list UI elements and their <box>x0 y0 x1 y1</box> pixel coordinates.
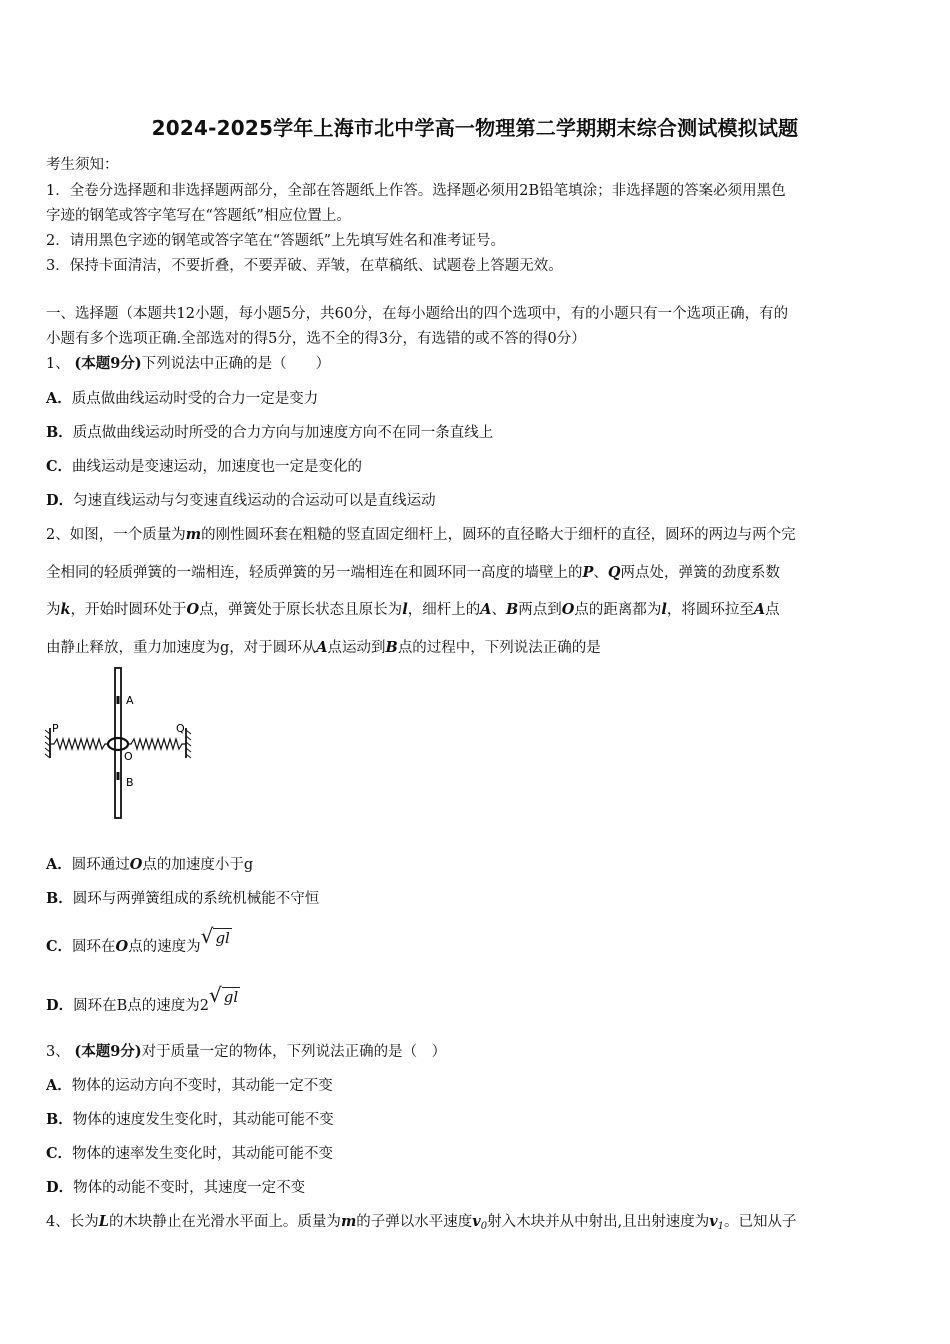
option-text: 质点做曲线运动时受的合力一定是变力 <box>71 391 319 407</box>
notice-item: 3．保持卡面清洁，不要折叠，不要弄破、弄皱，在草稿纸、试题卷上答题无效。 <box>46 258 563 274</box>
option-label: D． <box>46 492 74 509</box>
page-title: 2024-2025学年上海市北中学高一物理第二学期期末综合测试模拟试题 <box>151 116 799 140</box>
left-spring <box>50 739 108 749</box>
label-p: P <box>52 722 59 735</box>
option-label: D． <box>46 997 74 1014</box>
q1-option-d <box>46 489 436 510</box>
q2-text: ，将圆环拉至 <box>666 602 754 618</box>
q2-option-c <box>46 924 232 956</box>
q2-var: Q <box>607 564 621 581</box>
radicand: gl <box>215 929 230 947</box>
q2-var: O <box>186 601 200 618</box>
question-3-stem <box>46 1040 446 1061</box>
right-spring <box>128 739 186 749</box>
option-var: O <box>129 856 143 873</box>
question-4-line <box>46 1210 797 1232</box>
q2-var: A <box>480 601 492 618</box>
q2-text: 两点处，弹簧的劲度系数 <box>620 565 781 581</box>
sqrt-gl <box>209 983 240 1007</box>
q2-var: A <box>753 601 766 618</box>
option-text: 圆环与两弹簧组成的系统机械能不守恒 <box>72 891 320 907</box>
q2-var: l <box>661 601 667 618</box>
q4-var: v <box>709 1213 718 1230</box>
section-intro: 小题有多个选项正确.全部选对的得5分，选不全的得3分，有选错的或不答的得0分） <box>46 331 586 347</box>
option-text: 物体的速率发生变化时，其动能可能不变 <box>72 1146 334 1162</box>
q2-var: k <box>60 601 71 618</box>
q2-var: m <box>185 526 202 543</box>
q2-text: 由静止释放，重力加速度为g，对于圆环从 <box>46 640 317 656</box>
option-label: B． <box>46 1111 73 1128</box>
option-text: 圆环在 <box>72 939 116 955</box>
q2-text: 点，弹簧处于原长状态且原长为 <box>199 602 403 618</box>
q2-text: 全相同的轻质弹簧的一端相连，轻质弹簧的另一端相连在和圆环同一高度的墙壁上的 <box>46 565 583 581</box>
q4-var: v <box>472 1213 481 1230</box>
option-label: A． <box>46 1077 72 1094</box>
q2-option-a <box>46 853 253 874</box>
point-a-marker <box>117 696 120 704</box>
ring <box>108 738 128 750</box>
option-text: 点的加速度小于g <box>142 857 254 873</box>
option-label: D． <box>46 1179 74 1196</box>
notice-item: 1．全卷分选择题和非选择题两部分，全部在答题纸上作答。选择题必须用2B铅笔填涂；非选择题的答案必须用黑色 <box>46 183 786 199</box>
option-text: 匀速直线运动与匀变速直线运动的合运动可以是直线运动 <box>73 493 436 509</box>
question-number: 3、 <box>46 1044 70 1060</box>
q2-var: A <box>316 639 328 656</box>
option-text: 曲线运动是变速运动，加速度也一定是变化的 <box>72 459 363 475</box>
question-1-stem <box>46 352 330 373</box>
option-label: A． <box>46 390 72 407</box>
q1-option-b <box>46 421 493 442</box>
q2-text: 为 <box>46 602 61 618</box>
vertical-rod <box>115 668 121 818</box>
question-text: 对于质量一定的物体，下列说法正确的是（ ） <box>141 1044 447 1060</box>
question-text: 下列说法中正确的是（ ） <box>141 356 331 372</box>
q3-option-d <box>46 1176 305 1197</box>
q2-text: 点运动到 <box>327 640 386 656</box>
radical-sign: √ <box>200 924 214 948</box>
q2-var: l <box>402 601 408 618</box>
option-label: C． <box>46 458 73 475</box>
q4-text: 。已知从子 <box>724 1214 797 1230</box>
q4-subscript: 1 <box>717 1221 725 1232</box>
option-text: 质点做曲线运动时所受的合力方向与加速度方向不在同一条直线上 <box>72 425 494 441</box>
question-2-line <box>46 523 796 544</box>
option-label: B． <box>46 890 73 907</box>
q2-option-d <box>46 983 240 1015</box>
q2-text: 、 <box>593 565 608 581</box>
label-q: Q <box>176 722 185 735</box>
q1-option-c <box>46 455 362 476</box>
q2-text: 、 <box>491 602 506 618</box>
q2-var: P <box>582 564 594 581</box>
label-b: B <box>126 776 134 789</box>
q3-option-a <box>46 1074 333 1095</box>
q4-text: 的木块静止在光滑水平面上。质量为 <box>108 1214 341 1230</box>
q2-var: O <box>561 601 575 618</box>
question-score: (本题9分) <box>74 1043 142 1060</box>
question-score: (本题9分) <box>74 355 142 372</box>
question-number: 1、 <box>46 356 70 372</box>
notice-item: 2．请用黑色字迹的钢笔或答字笔在“答题纸”上先填写姓名和准考证号。 <box>46 233 506 249</box>
q3-option-b <box>46 1108 334 1129</box>
option-label: B． <box>46 424 73 441</box>
spring-ring-figure <box>44 664 194 824</box>
option-text: 物体的速度发生变化时，其动能可能不变 <box>72 1112 334 1128</box>
option-var: O <box>115 938 129 955</box>
q4-var: L <box>98 1213 109 1230</box>
point-b-marker <box>117 772 120 780</box>
label-a: A <box>126 694 134 707</box>
option-text: 圆环通过 <box>71 857 130 873</box>
label-o: O <box>124 750 133 763</box>
q2-var: B <box>505 601 519 618</box>
section-intro: 一、选择题（本题共12小题，每小题5分，共60分，在每小题给出的四个选项中，有的小题只有一个选项正确，有的 <box>46 306 789 322</box>
radicand: gl <box>223 988 239 1006</box>
q2-option-b <box>46 887 319 908</box>
q2-var: B <box>385 639 398 656</box>
radical-sign: √ <box>208 983 222 1007</box>
q2-text: 的刚性圆环套在粗糙的竖直固定细杆上，圆环的直径略大于细杆的直径，圆环的两边与两个完 <box>201 527 796 543</box>
q1-option-a <box>46 387 318 408</box>
q2-text: 两点到 <box>518 602 562 618</box>
q4-text: 4、长为 <box>46 1214 99 1230</box>
question-2-line <box>46 598 780 619</box>
q4-text: 的子弹以水平速度 <box>356 1214 473 1230</box>
option-text: 圆环在B点的速度为2 <box>73 998 209 1014</box>
notice-heading: 考生须知： <box>46 157 119 173</box>
sqrt-gl <box>201 924 232 948</box>
q3-option-c <box>46 1142 333 1163</box>
q2-text: ，细杆上的 <box>407 602 481 618</box>
option-label: C． <box>46 938 73 955</box>
notice-item: 字迹的钢笔或答字笔写在“答题纸”相应位置上。 <box>46 208 351 224</box>
q2-text: 点的距离都为 <box>574 602 662 618</box>
q2-text: ，开始时圆环处于 <box>70 602 187 618</box>
question-2-line <box>46 561 780 582</box>
q2-text: 2、如图，一个质量为 <box>46 527 186 543</box>
option-text: 物体的运动方向不变时，其动能一定不变 <box>71 1078 333 1094</box>
option-text: 点的速度为 <box>128 939 201 955</box>
option-text: 物体的动能不变时，其速度一定不变 <box>73 1180 306 1196</box>
q4-var: m <box>340 1213 357 1230</box>
option-label: C． <box>46 1145 73 1162</box>
q2-text: 点 <box>765 602 780 618</box>
option-label: A． <box>46 856 72 873</box>
question-2-line <box>46 636 601 657</box>
q2-text: 点的过程中，下列说法正确的是 <box>397 640 601 656</box>
q4-text: 射入木块并从中射出,且出射速度为 <box>487 1214 710 1230</box>
q4-subscript: 0 <box>480 1221 488 1232</box>
